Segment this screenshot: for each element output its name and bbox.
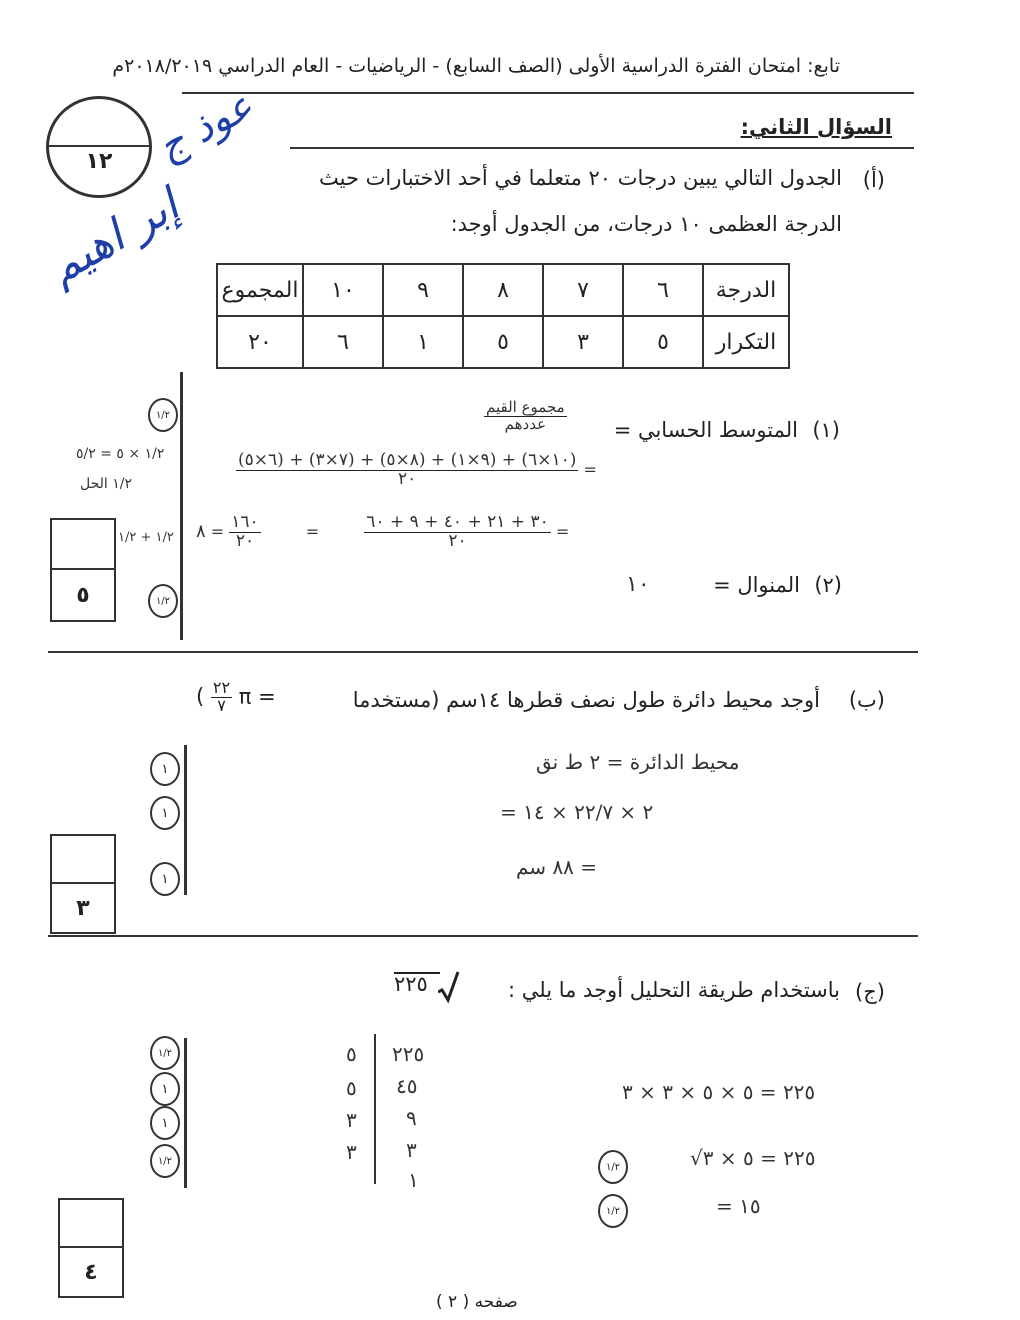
radicand: ٢٢٥ [394,972,428,996]
c-work-line3: = ١٥ [716,1194,761,1218]
c-work-line2: √٢٢٥ = ٥ × ٣ [690,1146,816,1170]
b-work-line3: = ٨٨ سم [516,855,598,879]
factor-left: ٣ [346,1108,357,1132]
factor-right: ٤٥ [396,1074,418,1098]
q2-label: (٢) [814,573,842,597]
margin-mark: ١ [150,1106,180,1140]
table-cell: ٦ [303,316,383,368]
margin-mark: ١ [150,752,180,786]
margin-mark: ١/٢ [148,584,178,618]
pi-note: ( $\frac{٢٢}{٧}$ π = [196,678,276,715]
table-cell: المجموع [217,264,303,316]
signature-line2: إبر اهيم [40,179,188,295]
page-header: تابع: امتحان الفترة الدراسية الأولى (الصف السابع) - الرياضيات - العام الدراسي ٢٠١٨/٢٠١٩م [112,55,840,77]
table-cell: ٨ [463,264,543,316]
part-a-text-line1: الجدول التالي يبين درجات ٢٠ متعلما في أحد الاختبارات حيث [318,166,842,190]
grade-circle [46,96,152,198]
part-c-text: باستخدام طريقة التحليل أوجد ما يلي : [508,978,840,1002]
part-b-margin-line [184,745,187,895]
part-b-label: (ب) [848,688,885,712]
margin-mark: ١ [150,1072,180,1106]
table-cell: ٩ [383,264,463,316]
factor-right: ٢٢٥ [392,1042,425,1066]
table-cell: ٦ [623,264,703,316]
grade-score: ١٢ [85,149,113,174]
margin-mark: ١/٢ [150,1144,180,1178]
work-mark: ١/٢ [598,1150,628,1184]
title-divider [290,147,914,149]
b-work-line2: = ٢ × ٢٢/٧ × ١٤ [500,800,654,824]
signature-line1: عوذ ج [150,82,261,171]
margin-mark: ١ [150,862,180,896]
margin-mark: ١/٢ + ١/٢ [118,530,174,545]
c-work-line1: ٢٢٥ = ٥ × ٥ × ٣ × ٣ [622,1080,816,1104]
page-number: صفحه ( ٢ ) [436,1292,518,1312]
q1-formula: $\frac{\text{مجموع القيم}}{\text{عددهم}}$ [486,398,565,433]
q1-text: المتوسط الحسابي = [613,418,798,442]
factor-left: ٥ [346,1042,357,1066]
margin-mark: ١ [150,796,180,830]
radical-sign-icon [438,970,460,1004]
part-c-label: (ج) [855,980,885,1004]
factor-ladder-line [374,1034,376,1184]
factor-right: ٣ [406,1138,417,1162]
table-cell: ٧ [543,264,623,316]
margin-mark: ١/٢ [150,1036,180,1070]
table-cell: التكرار [703,316,789,368]
frequency-table [216,263,790,369]
score-box-b [50,834,116,934]
table-row [217,316,789,368]
factor-right: ١ [408,1168,419,1192]
factor-left: ٥ [346,1076,357,1100]
table-cell: ١٠ [303,264,383,316]
table-cell: ٣ [543,316,623,368]
table-cell: ٢٠ [217,316,303,368]
question-title: السؤال الثاني: [740,115,892,139]
score-box-c [58,1198,124,1298]
margin-mark: ١/٢ × ٥ = ٥/٢ [76,446,165,462]
table-cell: ١ [383,316,463,368]
table-row [217,264,789,316]
part-a-margin-line [180,372,183,640]
score-value: ٣ [76,895,90,921]
table-cell: ٥ [463,316,543,368]
work-mark: ١/٢ [598,1194,628,1228]
margin-mark: ١/٢ الحل [80,476,133,492]
q2-text: المنوال = [713,573,800,597]
b-work-line1: محيط الدائرة = ٢ ط نق [536,750,740,774]
score-box-a [50,518,116,622]
q2-answer: ١٠ [626,572,650,597]
score-value: ٤ [84,1259,98,1285]
part-b-text: أوجد محيط دائرة طول نصف قطرها ١٤سم (مستخدما [352,688,820,712]
table-cell: ٥ [623,316,703,368]
factor-left: ٣ [346,1140,357,1164]
score-value: ٥ [76,582,90,608]
q1-work-line3: ٨ = $\frac{١٦٠}{٢٠}$ = $\frac{٣٠ + ٢١ + ٤٠ + ٩ + ٦٠}{٢٠}$ = [196,512,570,551]
margin-mark: ١/٢ [148,398,178,432]
section-divider [48,935,918,937]
header-divider [182,92,914,94]
q1-work-line2: $\frac{(٦\times ٥) + (٧\times ٣) + (٨\times ٥) + (٩\times ١) + (١٠\times ٦)}{٢٠}$ = [238,450,597,489]
part-c-margin-line [184,1038,187,1188]
table-cell: الدرجة [703,264,789,316]
factor-right: ٩ [406,1106,417,1130]
section-divider [48,651,918,653]
part-a-label: (أ) [862,168,885,192]
q1-label: (١) [812,418,840,442]
part-a-text-line2: الدرجة العظمى ١٠ درجات، من الجدول أوجد: [450,212,842,236]
